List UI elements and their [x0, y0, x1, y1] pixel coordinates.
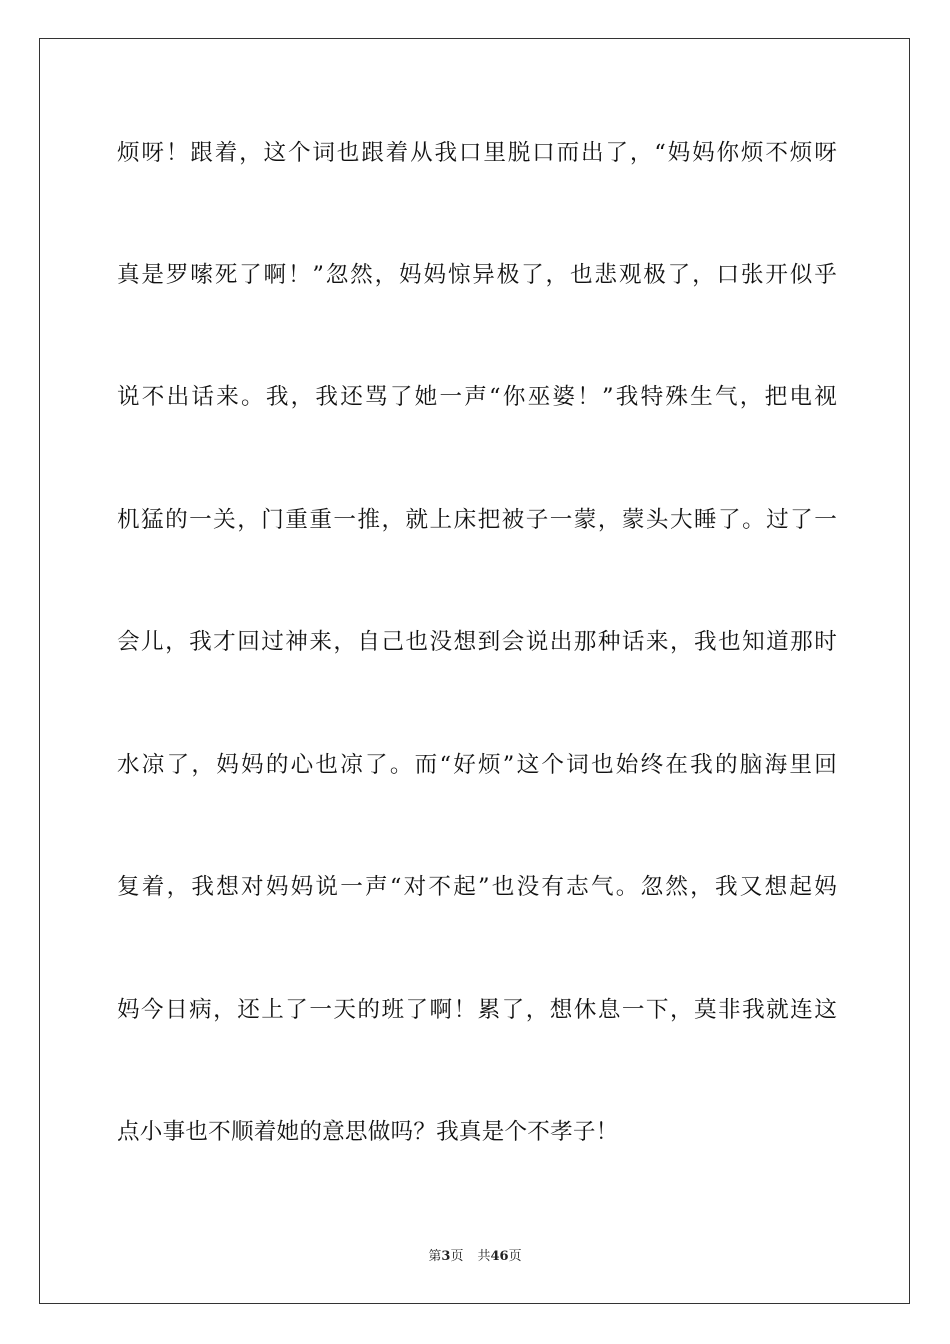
page-total: 46 [490, 1249, 509, 1264]
page-suffix: 页 [450, 1249, 464, 1264]
body-text-line-8: 妈今日病，还上了一天的班了啊！累了，想休息一下，莫非我就连这 [117, 997, 837, 1023]
body-text-line-9: 点小事也不顺着她的意思做吗？我真是个不孝子！ [117, 1119, 619, 1145]
body-text-line-7: 复着，我想对妈妈说一声“对不起”也没有志气。忽然，我又想起妈 [117, 874, 837, 900]
total-prefix: 共 [477, 1249, 491, 1264]
body-text-line-5: 会儿，我才回过神来，自己也没想到会说出那种话来，我也知道那时 [117, 629, 837, 655]
body-text-line-2: 真是罗嗦死了啊！”忽然，妈妈惊异极了，也悲观极了，口张开似乎 [117, 262, 837, 288]
body-text-line-6: 水凉了，妈妈的心也凉了。而“好烦”这个词也始终在我的脑海里回 [117, 752, 837, 778]
page-footer [0, 1248, 950, 1266]
body-text-line-3: 说不出话来。我，我还骂了她一声“你巫婆！”我特殊生气，把电视 [117, 384, 837, 410]
body-text-line-4: 机猛的一关，门重重一推，就上床把被子一蒙，蒙头大睡了。过了一 [117, 507, 837, 533]
page-current: 3 [441, 1249, 451, 1264]
page-prefix: 第 [428, 1249, 442, 1264]
total-suffix: 页 [508, 1249, 522, 1264]
page-border [39, 38, 910, 1304]
body-text-line-1: 烦呀！跟着，这个词也跟着从我口里脱口而出了，“妈妈你烦不烦呀 [117, 140, 837, 166]
